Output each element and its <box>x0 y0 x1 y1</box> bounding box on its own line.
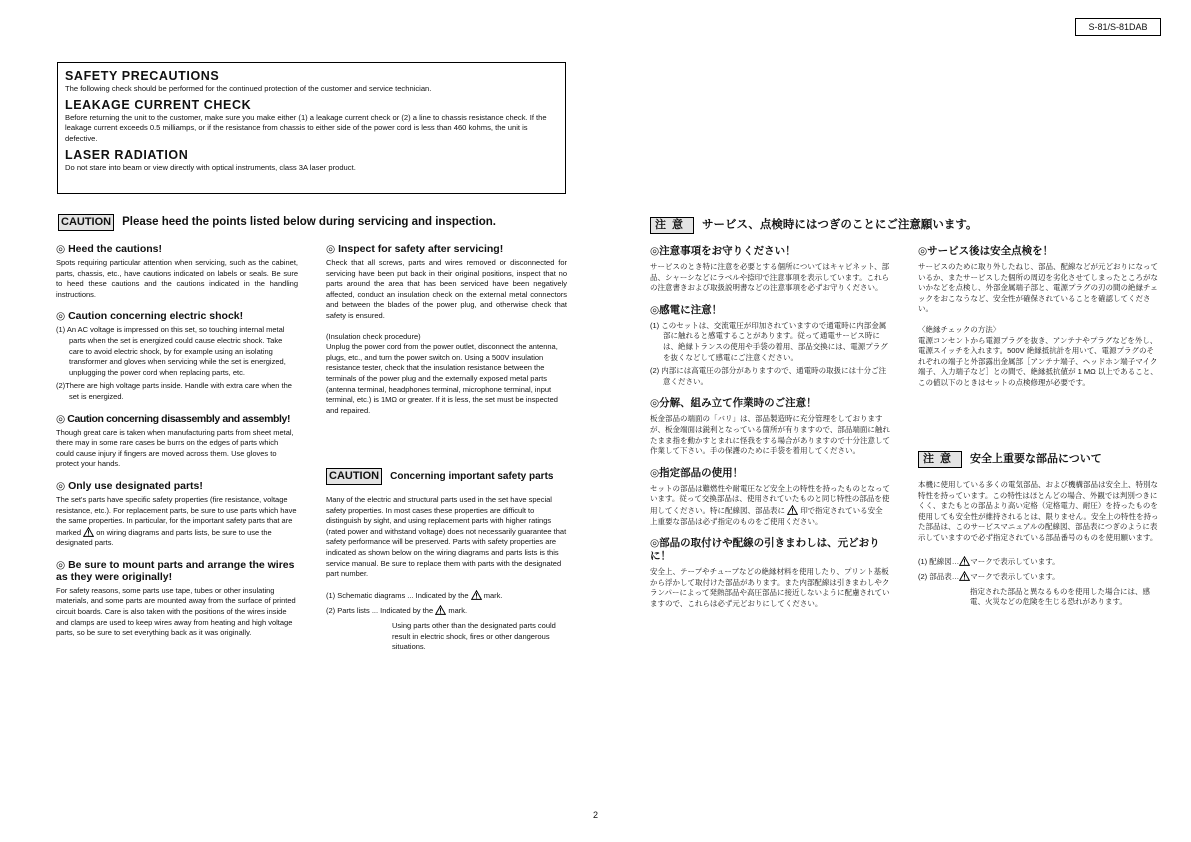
item2-text-b: mark. <box>448 606 468 616</box>
jp-section-6 <box>918 245 1160 315</box>
jp-section-2 <box>650 304 890 388</box>
item1-text-b: mark. <box>483 590 503 600</box>
inspect-title: ◎ Inspect for safety after servicing! <box>326 243 504 255</box>
caution-tag-important: CAUTION <box>326 468 382 485</box>
inspect-text: Check that all screws, parts and wires removed or disconnected for servicing have been put back in their original positions, inspect that no parts around the area that has been serviced have been negatively affected, conduct an insulation check on the external metal connectors and between the blades of the power plug, and otherwise check that safety is ensured. <box>326 258 567 320</box>
designated-title: ◎ Only use designated parts! <box>56 479 203 492</box>
mount-title: ◎ Be sure to mount parts and arrange the wires as they were originally! <box>56 558 295 583</box>
important-parts-banner-en <box>326 468 553 485</box>
procedure-title: (Insulation check procedure) <box>326 331 421 341</box>
caution-banner-jp <box>650 216 977 234</box>
jp-s1-text: サービスのとき特に注意を必要とする個所についてはキャビネット、部品、シャーシなどにラベルや捺印で注意事項を表示しています。これらの注意書きおよび取扱説明書などの注意事項を必ずお守りください。 <box>650 262 890 293</box>
jp-s2-item-2: (2) 内部には高電圧の部分がありますので、通電時の取扱には十分ご注意ください。 <box>650 366 887 386</box>
jp-section-6-method <box>918 325 1160 389</box>
jp-section-1 <box>650 245 890 294</box>
item2-text-a: (2) Parts lists ... Indicated by the <box>326 606 434 616</box>
designated-text-2: on wiring diagrams and parts lists, be sure to use the designated parts. <box>56 527 272 548</box>
laser-title: LASER RADIATION <box>65 147 189 162</box>
section-designated <box>56 480 298 549</box>
warning-triangle-icon <box>787 505 798 515</box>
shock-item-2: (2)There are high voltage parts inside. Handle with extra care when the set is energized. <box>56 381 292 401</box>
jp-s4-title: ◎指定部品の使用！ <box>650 466 744 479</box>
important-parts-body-jp <box>918 480 1160 608</box>
warning-triangle-icon <box>435 605 446 615</box>
laser-text: Do not stare into beam or view directly with optical instruments, class 3A laser product. <box>65 162 356 172</box>
section-mount <box>56 559 298 639</box>
section-disassembly <box>56 413 298 470</box>
jp-s4-text-2: 印で指定されている安全上重要な部品は必ず指定のものをご使用ください。 <box>650 505 883 526</box>
mount-text: For safety reasons, some parts use tape, tubes or other insulating materials, and some parts are mounted away from the surface of printed circuit boards. Care is also taken with the positions of the wires inside and clamps are used to keep wires away from heating and high voltage parts, so be sure to set everything back as it was originally. <box>56 585 296 638</box>
jp-s4-text <box>650 484 890 527</box>
caution-banner-jp-text: サービス、点検時にはつぎのことにご注意願います。 <box>702 219 978 231</box>
important-parts-text: Many of the electric and structural parts used in the set have special safety properties. In most cases these properties are difficult to distinguish by sight, and using replacement parts with higher ratings (rated power and withstand voltage) does not necessarily guarantee that safety performance will be preserved. Parts with safety properties are indicated as shown below on the wiring diagrams and parts lists is this service manual. Be sure to replace them with parts with the designated part number. <box>326 495 567 579</box>
jp-important-title: 安全上重要な部品について <box>970 453 1102 465</box>
jp-s6-method-title: 〈絶縁チェックの方法〉 <box>918 324 1001 334</box>
jp-s6-text: サービスのために取り外したねじ、部品、配線などが元どおりになっているか、またサービスした個所の周辺を劣化させてしまったところがないかなどを点検し、外部金属端子部と、電源プラグの刃の間の絶縁チェックをおこなうなど、安全性が確保されていることを確認してください。 <box>918 262 1158 314</box>
jp-important-item-2 <box>918 571 1160 583</box>
jp-s1-title: ◎注意事項をお守りください！ <box>650 245 796 257</box>
jp-s2-list <box>650 321 890 388</box>
leakage-text: Before returning the unit to the customer, make sure you make either (1) a leakage current check or (2) a line to chassis resistance check. If the leakage current exceeds 0.5 milliamps, or if the resistance from chassis to either side of the power cord is less than 460 kohms, the unit is defective. <box>65 113 547 143</box>
safety-title: SAFETY PRECAUTIONS <box>65 69 220 83</box>
jp-section-4 <box>650 467 890 527</box>
important-item-2 <box>326 605 567 617</box>
jp-s5-text: 安全上、テープやチューブなどの絶縁材料を使用したり、プリント基板から浮かして取付けた部品があります。また内部配線は引きまわしやクランパーによって発熱部品や高圧部品に接近しないように配慮されていますので、これらは必ず元どおりにしてください。 <box>650 567 890 608</box>
section-heed <box>56 243 298 300</box>
caution-banner-text: Please heed the points listed below during servicing and inspection. <box>122 216 496 228</box>
disassembly-title: ◎ Caution concerning disassembly and assembly! <box>56 412 291 425</box>
leakage-title: LEAKAGE CURRENT CHECK <box>65 98 252 113</box>
english-left-column <box>56 243 298 649</box>
warning-triangle-icon <box>959 571 970 581</box>
jp-s2-item-1: (1) このセットは、交流電圧が印加されていますので通電時に内部金属部に触れると感電することがあります。従って通電サービス時には、絶縁トランスの使用や手袋の着用、部品交換には、電源プラグを抜くなどして感電にご注意ください。 <box>650 320 888 362</box>
jp-s5-title: ◎部品の取付けや配線の引きまわしは、元どおりに！ <box>650 537 880 563</box>
designated-text-1: The set's parts have specific safety properties (fire resistance, voltage resistance, etc.). For replacement parts, be sure to use parts which have the same properties. In particular, for the important safety parts that are marked <box>56 494 297 537</box>
caution-banner-en <box>58 214 496 231</box>
jp-s2-title: ◎感電に注意！ <box>650 303 723 316</box>
caution-tag-jp-important: 注意 <box>918 451 962 468</box>
item1-text-a: (1) Schematic diagrams ... Indicated by the <box>326 590 469 600</box>
jp-item2-text-a: (2) 部品表… <box>918 572 960 582</box>
warning-triangle-icon <box>83 527 94 537</box>
important-parts-banner-jp <box>918 450 1102 468</box>
important-parts-title: Concerning important safety parts <box>390 471 554 482</box>
section-procedure <box>326 332 567 417</box>
heed-text: Spots requiring particular attention when servicing, such as the cabinet, parts, chassis, etc., have cautions indicated on labels or seals. Be sure to heed these cautions and the cautions indicated in the handling instructions. <box>56 258 298 299</box>
jp-s6-method-text: 電源コンセントから電源プラグを抜き、アンテナやプラグなどを外し、電源スイッチを入れます。500V 絶縁抵抗計を用いて、電源プラグのそれぞれの端子と外部露出金属部［アンテナ端子、ヘッドホン端子マイク端子、入力端子など］との間で、絶縁抵抗値が 1 MΩ 以上であること、この値以下のときはセットの点検修理が必要です。 <box>918 335 1158 387</box>
heed-title: ◎ Heed the cautions! <box>56 243 163 255</box>
shock-list <box>56 325 298 402</box>
page-number: 2 <box>592 810 598 820</box>
jp-item1-text-a: (1) 配線図… <box>918 556 960 566</box>
important-parts-body-en <box>326 495 567 653</box>
designated-text <box>56 495 298 549</box>
jp-important-text: 本機に使用している多くの電気部品、および機構部品は安全上、特別な特性を持っています。この特性はほとんどの場合、外観では判別つきにくく、またもとの部品より高い定格（定格電力、耐圧）を持ったものを使用しても安全性が維持されるとは、限りません。安全上の特性を持った部品は、このサービスマニュアルの配線図、部品表につぎのように表示していますので必ず指定されている部品番号のものを使用願います。 <box>918 480 1159 542</box>
shock-item-1: (1) An AC voltage is impressed on this set, so touching internal metal parts when the set is energized could cause electric shock. Take care to avoid electric shock, by for example using an isolating transformer and gloves when servicing while the set is energized, unplugging the power cord when replacing parts, etc. <box>56 325 286 377</box>
warning-triangle-icon <box>959 556 970 566</box>
jp-section-3 <box>650 397 890 456</box>
safety-precautions-box <box>57 62 566 194</box>
caution-tag: CAUTION <box>58 214 114 231</box>
section-shock <box>56 310 298 402</box>
japanese-right-column <box>918 245 1160 399</box>
jp-item1-text-b: マークで表示しています。 <box>970 556 1060 566</box>
jp-important-item-1 <box>918 556 1160 568</box>
warning-triangle-icon <box>471 590 482 600</box>
important-note: Using parts other than the designated parts could result in electric shock, fires or other dangerous situations. <box>392 620 556 652</box>
jp-s3-text: 板金部品の端面の「バリ」は、部品製造時に充分管理をしておりますが、板金端面は鋭利となっている箇所が有りますので、部品端面に触れたまま指を動かすとまれに怪我をする場合がありますので十分注意して作業して下さい。手の保護のために手袋を着用してください。 <box>650 414 890 456</box>
english-right-column <box>326 243 567 426</box>
disassembly-text: Though great care is taken when manufacturing parts from sheet metal, there may in some rare cases be burrs on the edges of parts which could cause injury if fingers are moved across them. Use gloves to protect your hands. <box>56 427 294 469</box>
section-inspect <box>326 243 567 322</box>
japanese-left-column <box>650 245 890 619</box>
jp-s4-text-1: セットの部品は難燃性や耐電圧など安全上の特性を持ったものとなっています。従って交換部品は、使用されていたものと同じ特性の部品を使用してください。特に配線図、部品表に <box>650 483 890 515</box>
safety-text: The following check should be performed for the continued protection of the customer and service technician. <box>65 84 432 93</box>
model-label: S-81/S-81DAB <box>1075 18 1161 36</box>
procedure-text: Unplug the power cord from the power outlet, disconnect the antenna, plugs, etc., and turn the power switch on. Using a 500V insulation resistance tester, check that the insulation resistance between the terminals of the power plug and the externally exposed metal parts (antenna terminal, headphones terminal, microphone terminal, input terminal, etc.) is 1MΩ or greater. If it is less, the set must be inspected and repaired. <box>326 342 558 415</box>
jp-item2-text-b: マークで表示しています。 <box>970 572 1060 582</box>
jp-s6-title: ◎サービス後は安全点検を！ <box>918 245 1054 257</box>
jp-s3-title: ◎分解、組み立て作業時のご注意！ <box>650 397 817 410</box>
shock-title: ◎ Caution concerning electric shock! <box>56 310 244 323</box>
important-item-1 <box>326 590 567 602</box>
caution-tag-jp: 注意 <box>650 217 694 234</box>
jp-important-note: 指定された部品と異なるものを使用した場合には、感電、火災などの危険を生じる恐れがあります。 <box>970 586 1150 607</box>
jp-section-5 <box>650 537 890 609</box>
